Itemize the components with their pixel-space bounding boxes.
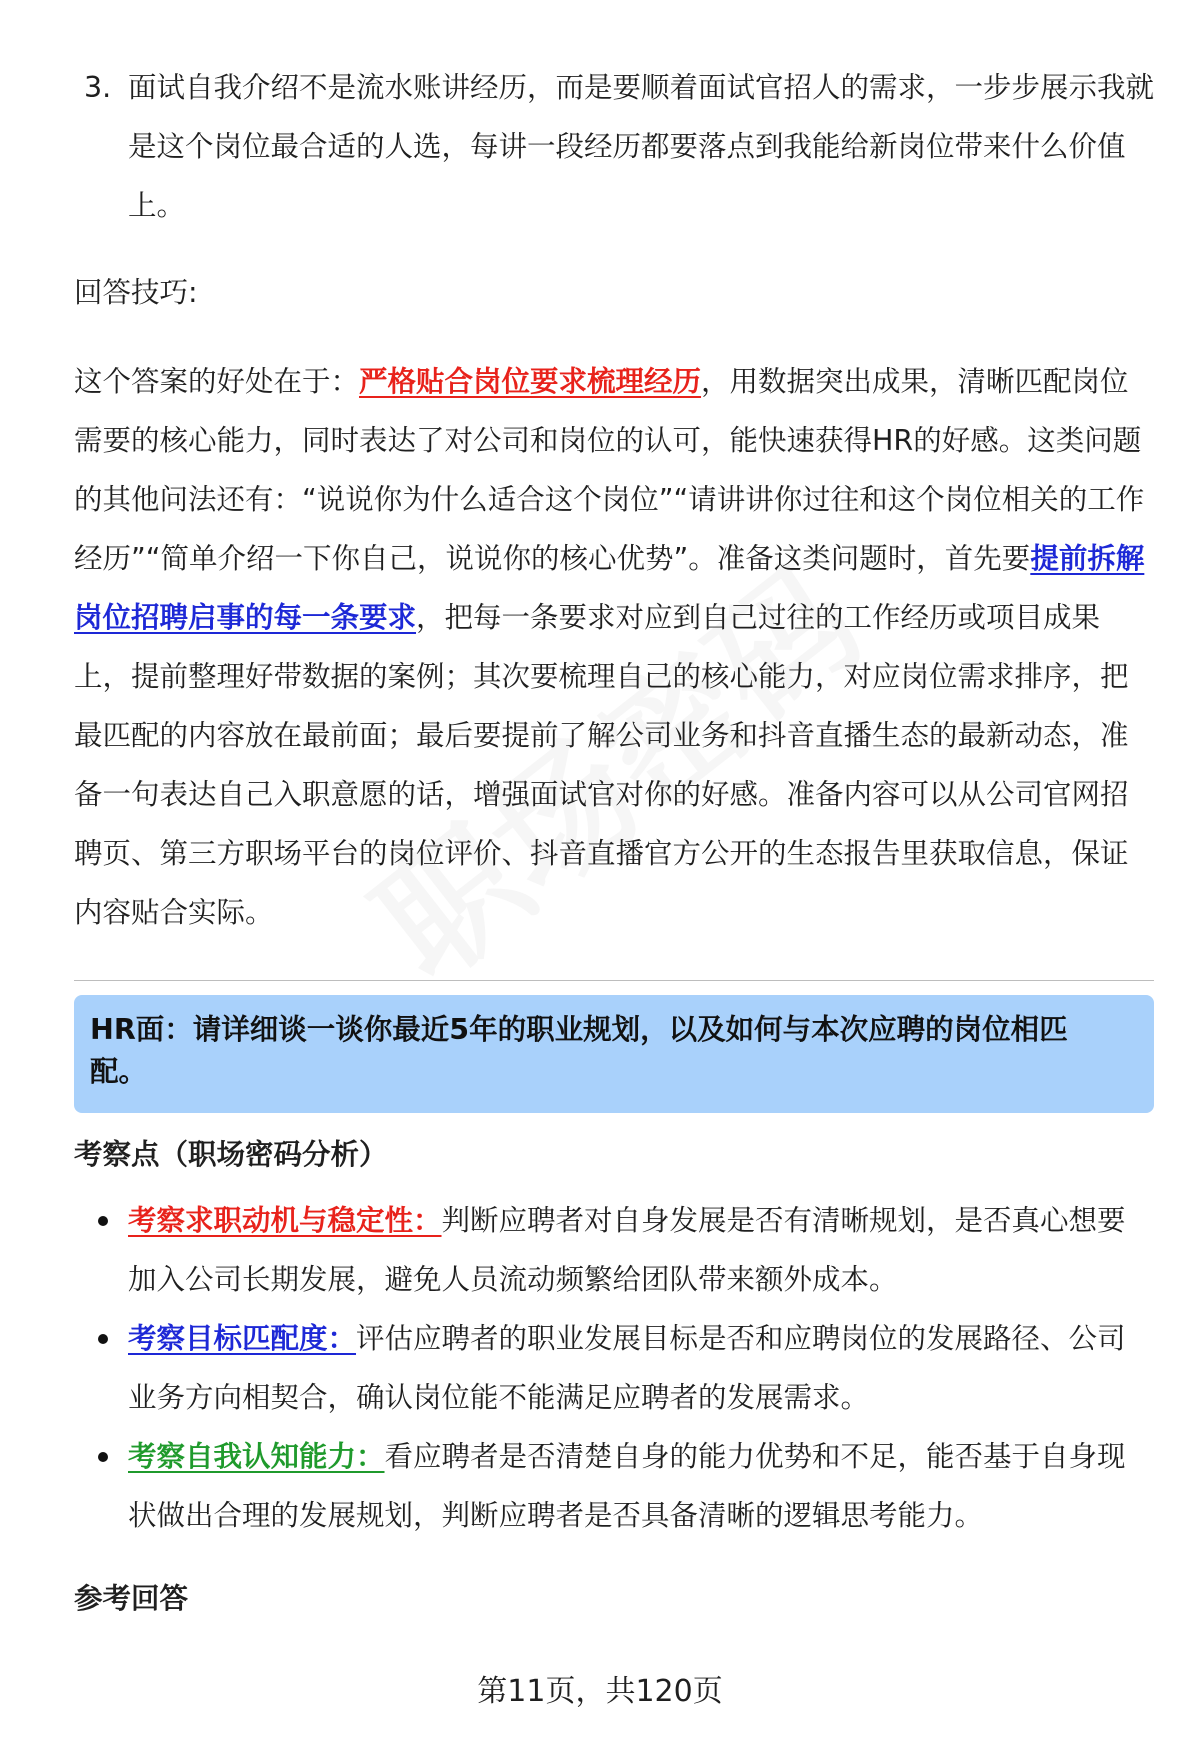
bullet-text: 看应聘者是否清楚自身的能力优势和不足，能否基于自身现状做出合理的发展规划，判断应聘者是否具备清晰的逻辑思考能力。 (128, 1440, 1126, 1532)
bullet-label-green: 考察自我认知能力： (128, 1440, 385, 1473)
tips-text-2: ，用数据突出成果，清晰匹配岗位需要的核心能力，同时表达了对公司和岗位的认可，能快速获得HR的好感。这类问题的其他问法还有：“说说你为什么适合这个岗位”“请讲讲你过往和这个岗位相关的工作经历”“简单介绍一下你自己，说说你的核心优势”。准备这类问题时，首先要 (74, 365, 1145, 575)
assessment-list (74, 1191, 1154, 1545)
numbered-item (74, 58, 1154, 235)
tips-text-1: 这个答案的好处在于： (74, 365, 360, 398)
reference-answer-title: 参考回答 (74, 1582, 189, 1615)
item-text: 面试自我介绍不是流水账讲经历，而是要顺着面试官招人的需求，一步步展示我就是这个岗位最合适的人选，每讲一段经历都要落点到我能给新岗位带来什么价值上。 (128, 71, 1155, 222)
highlight-red: 严格贴合岗位要求梳理经历 (359, 365, 702, 398)
section-title: 考察点（职场密码分析） (74, 1138, 388, 1171)
bullet-dot-icon (98, 1334, 108, 1344)
tips-text-3: ，把每一条要求对应到自己过往的工作经历或项目成果上，提前整理好带数据的案例；其次要梳理自己的核心能力，对应岗位需求排序，把最匹配的内容放在最前面；最后要提前了解公司业务和抖音直播生态的最新动态，准备一句表达自己入职意愿的话，增强面试官对你的好感。准备内容可以从公司官网招聘页、第三方职场平台的岗位评价、抖音直播官方公开的生态报告里获取信息，保证内容贴合实际。 (74, 601, 1129, 929)
highlight-blue: 提前拆解岗位招聘启事的每一条要求 (74, 542, 1145, 634)
bullet-text: 评估应聘者的职业发展目标是否和应聘岗位的发展路径、公司业务方向相契合，确认岗位能不能满足应聘者的发展需求。 (128, 1322, 1126, 1414)
list-item (74, 1309, 1154, 1427)
bullet-text: 判断应聘者对自身发展是否有清晰规划，是否真心想要加入公司长期发展，避免人员流动频繁给团队带来额外成本。 (128, 1204, 1126, 1296)
page-number: 第11页，共120页 (477, 1674, 723, 1709)
list-item (74, 1191, 1154, 1309)
bullet-label-blue: 考察目标匹配度： (128, 1322, 357, 1355)
bullet-dot-icon (98, 1452, 108, 1462)
question-box: HR面：请详细谈一谈你最近5年的职业规划，以及如何与本次应聘的岗位相匹配。 (74, 995, 1154, 1113)
list-item (74, 1427, 1154, 1545)
tips-paragraph (74, 352, 1154, 942)
tips-label: 回答技巧: (74, 276, 198, 309)
bullet-dot-icon (98, 1216, 108, 1226)
item-number: 3. (84, 71, 112, 104)
document-content (74, 58, 1154, 1628)
section-divider (74, 980, 1154, 981)
bullet-label-red: 考察求职动机与稳定性： (128, 1204, 442, 1237)
